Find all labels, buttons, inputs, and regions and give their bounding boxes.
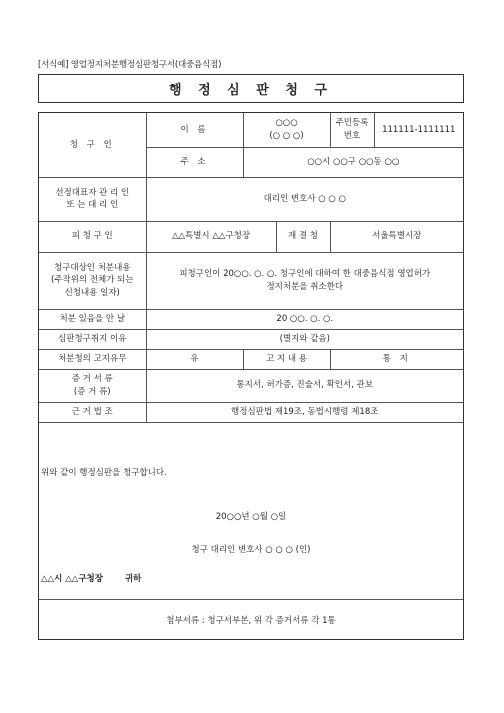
rrn-label: 주민등록번호 bbox=[330, 113, 374, 147]
respondent-label: 피 청 구 인 bbox=[39, 221, 146, 252]
disposition-value-line2: 정지처분을 취소한다 bbox=[266, 281, 344, 292]
evidence-value: 통지서, 허가증, 진술서, 확인서, 관보 bbox=[146, 369, 463, 402]
evidence-label-line1: 증 거 서 류 bbox=[71, 374, 113, 385]
purpose-label: 심판청구취지 이유 bbox=[39, 329, 146, 349]
representative-row bbox=[39, 177, 463, 221]
name-hanja: (○ ○ ○) bbox=[269, 130, 304, 141]
notice-value: 유 bbox=[146, 349, 243, 369]
representative-label-line2: 또 는 대 리 인 bbox=[66, 200, 119, 210]
petition-form bbox=[38, 112, 464, 640]
representative-label-line1: 선정대표자 관 리 인 bbox=[55, 187, 130, 198]
address-value: ○○시 ○○구 ○○동 ○○ bbox=[243, 147, 463, 177]
name-value: ○○○ bbox=[275, 118, 298, 129]
disposition-value-line1: 피청구인이 20○○. ○. ○. 청구인에 대하여 한 대중음식점 영업허가 bbox=[179, 269, 431, 280]
notice-row bbox=[39, 349, 463, 369]
date-line: 20○○년 ○월 ○일 bbox=[215, 512, 287, 522]
respondent-row bbox=[39, 221, 463, 252]
claimant-label: 청 구 인 bbox=[39, 113, 146, 177]
decision-body-label: 재 결 청 bbox=[276, 221, 330, 252]
attachments-box bbox=[39, 599, 463, 640]
page-title: 행 정 심 판 청 구 bbox=[169, 83, 333, 98]
legal-basis-value: 행정심판법 제19조, 동법시행령 제18조 bbox=[146, 402, 463, 422]
addressee bbox=[41, 572, 141, 584]
name-label: 이 름 bbox=[146, 113, 243, 147]
evidence-label-line2: (증 거 류) bbox=[73, 386, 111, 397]
attachments-text: 첨부서류 : 청구서부본, 위 각 증거서류 각 1통 bbox=[166, 616, 336, 626]
rrn-value: 111111-1111111 bbox=[374, 113, 463, 147]
name-cell bbox=[243, 113, 330, 147]
address-label: 주 소 bbox=[146, 147, 243, 177]
notice-label: 처분청의 고지유무 bbox=[39, 349, 146, 369]
representative-label bbox=[39, 177, 146, 221]
decision-body-value: 서울특별시장 bbox=[330, 221, 463, 252]
representative-value: 대리인 변호사 ○ ○ ○ bbox=[146, 177, 463, 221]
purpose-value: (별지와 같음) bbox=[146, 329, 463, 349]
evidence-row bbox=[39, 369, 463, 402]
purpose-row bbox=[39, 329, 463, 349]
respondent-value: △△특별시 △△구청장 bbox=[146, 221, 276, 252]
disposition-row bbox=[39, 252, 463, 309]
disposition-label bbox=[39, 252, 146, 309]
legal-basis-label: 근 거 법 조 bbox=[39, 402, 146, 422]
known-date-label: 처분 있음을 안 날 bbox=[39, 309, 146, 329]
disposition-label-line1: 청구대상인 처분내용 bbox=[53, 263, 131, 274]
addressee-honorific: 귀하 bbox=[124, 574, 142, 584]
notice-content-label: 고 지 내 용 bbox=[243, 349, 330, 369]
form-caption: [서식예] 영업정지처분행정심판청구서(대중음식점) bbox=[38, 60, 222, 70]
addressee-office: △△시 △△구청장 bbox=[41, 574, 103, 584]
evidence-label bbox=[39, 369, 146, 402]
title-box bbox=[38, 74, 464, 103]
legal-basis-row bbox=[39, 402, 463, 422]
known-date-value: 20 ○○. ○. ○. bbox=[146, 309, 463, 329]
known-date-row bbox=[39, 309, 463, 329]
disposition-value bbox=[146, 252, 463, 309]
disposition-label-line3: 신청내용 일자) bbox=[64, 287, 120, 298]
claimant-name-row bbox=[39, 113, 463, 147]
disposition-label-line2: (주작위의 전체가 되는 bbox=[50, 275, 134, 286]
signature-line: 청구 대리인 변호사 ○ ○ ○ (인) bbox=[191, 545, 311, 555]
notice-content-value: 통 지 bbox=[330, 349, 463, 369]
declaration: 위와 같이 행정심판을 청구합니다. bbox=[41, 468, 167, 478]
petition-table bbox=[39, 113, 463, 423]
